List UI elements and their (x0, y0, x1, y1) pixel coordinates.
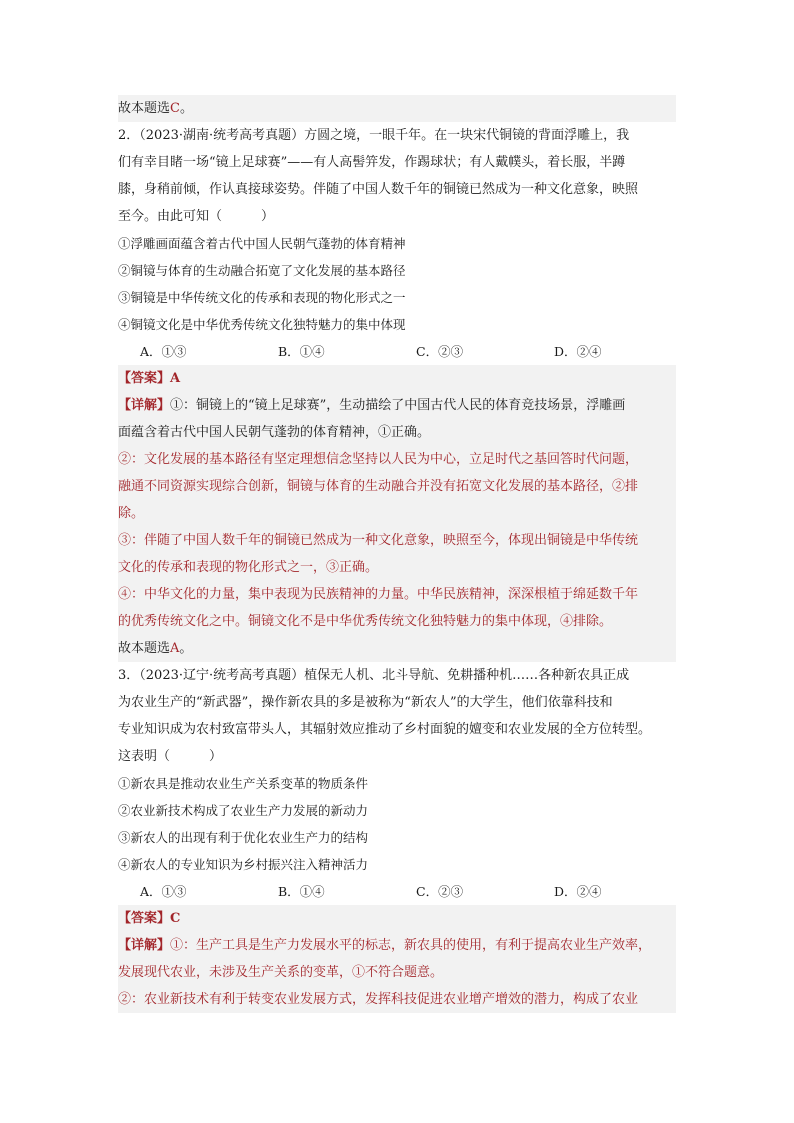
answer-line (118, 365, 676, 392)
answer-value: C (170, 911, 181, 926)
page-content (118, 95, 676, 1013)
option-a: A．①③ (140, 884, 187, 899)
detail-line: 的优秀传统文化之中。铜镜文化不是中华优秀传统文化独特魅力的集中体现，④排除。 (118, 608, 676, 635)
detail-line: ②：文化发展的基本路径有坚定理想信念坚持以人民为中心，立足时代之基回答时代问题， (118, 446, 676, 473)
statement-3: ③新农人的出现有利于优化农业生产力的结构 (118, 830, 369, 845)
question-3 (118, 662, 676, 1013)
statement-3: ③铜镜是中华传统文化的传承和表现的物化形式之一 (118, 290, 406, 305)
detail-line: 发展现代农业，未涉及生产关系的变革，①不符合题意。 (118, 959, 676, 986)
statement-1: ①浮雕画面蕴含着古代中国人民朝气蓬勃的体育精神 (118, 236, 406, 251)
question-3-line: 为农业生产的“新武器”，操作新农具的多是被称为“新农人”的大学生，他们依靠科技和 (118, 695, 613, 710)
option-d: D．②④ (554, 884, 602, 899)
conclusion-letter: A (170, 641, 180, 656)
detail-line: 面蕴含着古代中国人民朝气蓬勃的体育精神，①正确。 (118, 419, 676, 446)
option-c: C．②③ (416, 884, 464, 899)
detail-label: 【详解】 (118, 398, 171, 413)
conclusion-suffix: 。 (179, 101, 193, 116)
conclusion-text: 故本题选 (118, 101, 171, 116)
question-2-line: 膝，身稍前倾，作认真接球姿势。伴随了中国人数千年的铜镜已然成为一种文化意象，映照 (118, 182, 639, 197)
question-2-line: 至今。由此可知（ ） (118, 209, 275, 224)
question-2 (118, 122, 676, 662)
detail-line: 文化的传承和表现的物化形式之一，③正确。 (118, 554, 676, 581)
detail-line (118, 392, 676, 419)
question-2-line: 们有幸目睹一场“镜上足球赛”——有人高髻笄发，作踢球状；有人戴幞头，着长服，半蹲 (118, 155, 626, 170)
option-c: C．②③ (416, 344, 464, 359)
detail-line: 除。 (118, 500, 676, 527)
detail-line: ③：伴随了中国人数千年的铜镜已然成为一种文化意象，映照至今，体现出铜镜是中华传统 (118, 527, 676, 554)
detail-line: ②：农业新技术有利于转变农业发展方式，发挥科技促进农业增产增效的潜力，构成了农业 (118, 986, 676, 1013)
option-a: A．①③ (140, 344, 187, 359)
answer-value: A (170, 371, 181, 386)
answer-label: 【答案】 (118, 371, 171, 386)
detail-text: ①：铜镜上的“镜上足球赛”，生动描绘了中国古代人民的体育竞技场景，浮雕画 (170, 398, 626, 413)
question-3-line: 专业知识成为农村致富带头人，其辐射效应推动了乡村面貌的嬗变和农业发展的全方位转型。 (118, 722, 652, 737)
option-d: D．②④ (554, 344, 602, 359)
statement-4: ④铜镜文化是中华优秀传统文化独特魅力的集中体现 (118, 317, 406, 332)
conclusion-text: 故本题选 (118, 641, 171, 656)
question-2-line: 2．（2023·湖南·统考高考真题）方圆之境，一眼千年。在一块宋代铜镜的背面浮雕上，我 (118, 128, 630, 143)
answer-label: 【答案】 (118, 911, 171, 926)
option-b: B．①④ (278, 884, 325, 899)
conclusion-letter: C (170, 101, 180, 116)
options-row (118, 878, 676, 905)
options-row (118, 338, 676, 365)
answer-line (118, 905, 676, 932)
statement-1: ①新农具是推动农业生产关系变革的物质条件 (118, 776, 369, 791)
option-b: B．①④ (278, 344, 325, 359)
conclusion (118, 635, 676, 662)
detail-line: ④：中华文化的力量，集中表现为民族精神的力量。中华民族精神，深深根植于绵延数千年 (118, 581, 676, 608)
statement-2: ②农业新技术构成了农业生产力发展的新动力 (118, 803, 369, 818)
detail-line (118, 932, 676, 959)
statement-4: ④新农人的专业知识为乡村振兴注入精神活力 (118, 857, 369, 872)
prev-conclusion (118, 95, 676, 122)
detail-text: ①：生产工具是生产力发展水平的标志，新农具的使用，有利于提高农业生产效率， (170, 938, 652, 953)
statement-2: ②铜镜与体育的生动融合拓宽了文化发展的基本路径 (118, 263, 406, 278)
detail-line: 融通不同资源实现综合创新，铜镜与体育的生动融合并没有拓宽文化发展的基本路径，②排 (118, 473, 676, 500)
question-3-line: 这表明（ ） (118, 749, 223, 764)
detail-label: 【详解】 (118, 938, 171, 953)
question-3-line: 3．（2023·辽宁·统考高考真题）植保无人机、北斗导航、免耕播种机……各种新农具正成 (118, 668, 630, 683)
conclusion-suffix: 。 (179, 641, 193, 656)
